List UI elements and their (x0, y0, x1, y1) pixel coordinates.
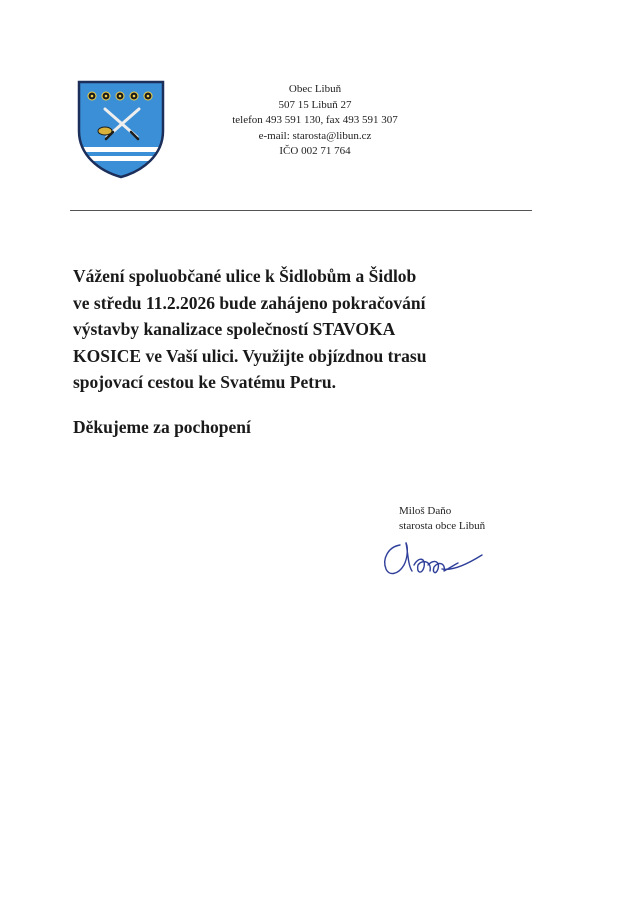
signer-name: Miloš Daňo (399, 505, 452, 517)
municipal-coat-of-arms-icon (75, 79, 167, 179)
thanks-line: Děkujeme za pochopení (73, 417, 251, 437)
postal-address: 507 15 Libuň 27 (278, 98, 352, 111)
notice-line: výstavby kanalizace společností STAVOKA (73, 319, 396, 339)
letterhead (210, 82, 420, 160)
handwritten-signature (378, 535, 498, 583)
company-id: IČO 002 71 764 (279, 145, 351, 157)
notice-line: KOSICE ve Vaší ulici. Využijte objízdnou trasu (73, 345, 427, 366)
notice-line: ve středu 11.2.2026 bude zahájeno pokračování (73, 292, 426, 313)
phone-fax: telefon 493 591 130, fax 493 591 307 (232, 114, 398, 126)
municipality-name: Obec Libuň (288, 83, 342, 95)
notice-line: spojovací cestou ke Svatému Petru. (73, 372, 336, 392)
notice-line: Vážení spoluobčané ulice k Šidlobům a Šidlob (73, 266, 417, 286)
header-divider (70, 210, 532, 211)
signer-title: starosta obce Libuň (399, 520, 486, 532)
email-address: e-mail: starosta@libun.cz (258, 129, 372, 142)
notice-paragraph (73, 263, 553, 396)
signer-block (399, 504, 485, 534)
